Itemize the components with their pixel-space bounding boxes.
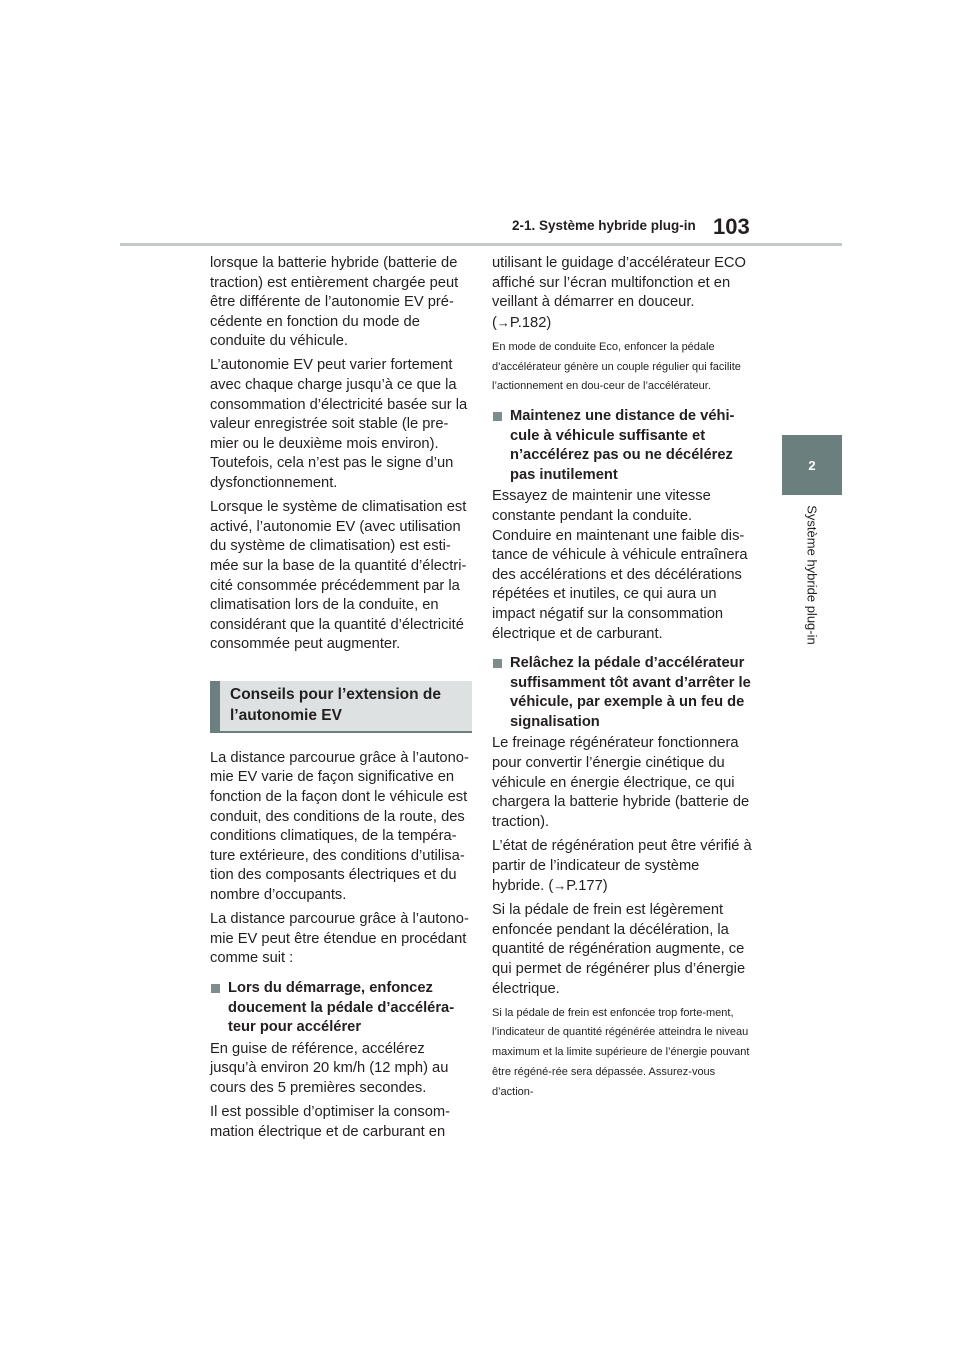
chapter-title-vertical: Système hybride plug-in	[804, 505, 820, 645]
chapter-number: 2	[808, 457, 816, 473]
paragraph: Lorsque le système de climatisation est activé, l’autonomie EV (avec utilisation du système de climatisation) est esti-mée sur la base de la quantité d’électri-cité consommée précédemment par la climatisation lors de la conduite, en considérant que la quantité d’électricité consommée peut augmenter.	[210, 499, 467, 653]
note: Si la pédale de frein est enfoncée trop forte-ment, l’indicateur de quantité régénérée atteindra le niveau maximum et la limite supérieure de l’énergie pouvant être régéné-rée sera dépassée. Assurez-vous d’action-	[492, 1006, 750, 1098]
bullet-heading	[492, 654, 754, 732]
square-bullet-icon	[211, 984, 220, 993]
bullet-heading	[210, 979, 472, 1038]
paragraph: lorsque la batterie hybride (batterie de traction) est entièrement chargée peut être différente de l’autonomie EV pré-cédente en fonction du mode de conduite du véhicule.	[210, 255, 459, 350]
chapter-tab	[782, 435, 842, 495]
paragraph: La distance parcourue grâce à l’autono-mie EV varie de façon significative en fonction de la façon dont le véhicule est conduit, des conditions de la route, des conditions climatiques, de la tempéra-ture extérieure, des conditions d’utilisa-tion des composants électriques et du nombre d’occupants.	[210, 749, 469, 904]
paragraph: En guise de référence, accélérez jusqu’à environ 20 km/h (12 mph) au cours des 5 premières secondes.	[210, 1040, 449, 1096]
paragraph: Le freinage régénérateur fonctionnera pour convertir l’énergie cinétique du véhicule en énergie électrique, ce qui chargera la batterie hybride (batterie de traction).	[492, 735, 750, 830]
arrow-right-icon: →	[553, 878, 567, 894]
page-number: 103	[713, 214, 750, 239]
paragraph: Il est possible d’optimiser la consom-mation électrique et de carburant en	[210, 1103, 450, 1140]
bullet-heading	[492, 407, 754, 485]
paragraph	[492, 837, 754, 897]
bullet-heading-text: Relâchez la pédale d’accélérateur suffisamment tôt avant d’arrêter le véhicule, par exemple à un feu de signalisation	[510, 655, 751, 730]
note: En mode de conduite Eco, enfoncer la pédale d’accélérateur génère un couple régulier qui facilite l’actionnement en dou-ceur de l’accélérateur.	[492, 340, 741, 393]
paragraph: Essayez de maintenir une vitesse constante pendant la conduite. Conduire en maintenant une faible dis-tance de véhicule à véhicule entraînera des accélérations et des décélérations répétées et inutiles, ce qui aura un impact négatif sur la consommation électrique et de carburant.	[492, 488, 748, 642]
paragraph	[492, 254, 754, 333]
paragraph-text: L’état de régénération peut être vérifié à partir de l’indicateur de système hybride.	[492, 837, 752, 895]
paragraph: La distance parcourue grâce à l’autono-mie EV peut être étendue en procédant comme suit :	[210, 911, 469, 967]
square-bullet-icon	[493, 659, 502, 668]
page-reference[interactable]: (→P.182)	[492, 314, 552, 331]
left-column	[210, 254, 472, 1147]
arrow-right-icon: →	[496, 314, 510, 330]
section-heading: Conseils pour l’extension de l’autonomie EV	[210, 681, 472, 733]
paragraph: Si la pédale de frein est légèrement enfoncée pendant la décélération, la quantité de régénération augmente, ce qui permet de régénérer plus d’énergie électrique.	[492, 902, 746, 997]
bullet-heading-text: Lors du démarrage, enfoncez doucement la pédale d’accéléra-teur pour accélérer	[228, 979, 455, 1036]
right-column	[492, 254, 754, 1110]
paragraph: L’autonomie EV peut varier fortement avec chaque charge jusqu’à ce que la consommation d’électricité basée sur la valeur enregistrée soit stable (le pre-mier ou le deuxième mois environ). Toutefois, cela n’est pas le signe d’un dysfonctionnement.	[210, 357, 468, 492]
square-bullet-icon	[493, 412, 502, 421]
header-section-title: 2-1. Système hybride plug-in	[512, 218, 696, 233]
paragraph-text: utilisant le guidage d’accélérateur ECO affiché sur l’écran multifonction et en veillant à démarrer en douceur.	[492, 255, 746, 311]
header-rule	[120, 243, 842, 246]
page-reference[interactable]: (→P.177)	[548, 878, 608, 895]
bullet-heading-text: Maintenez une distance de véhi-cule à véhicule suffisante et n’accélérez pas ou ne décélérez pas inutilement	[510, 407, 735, 483]
